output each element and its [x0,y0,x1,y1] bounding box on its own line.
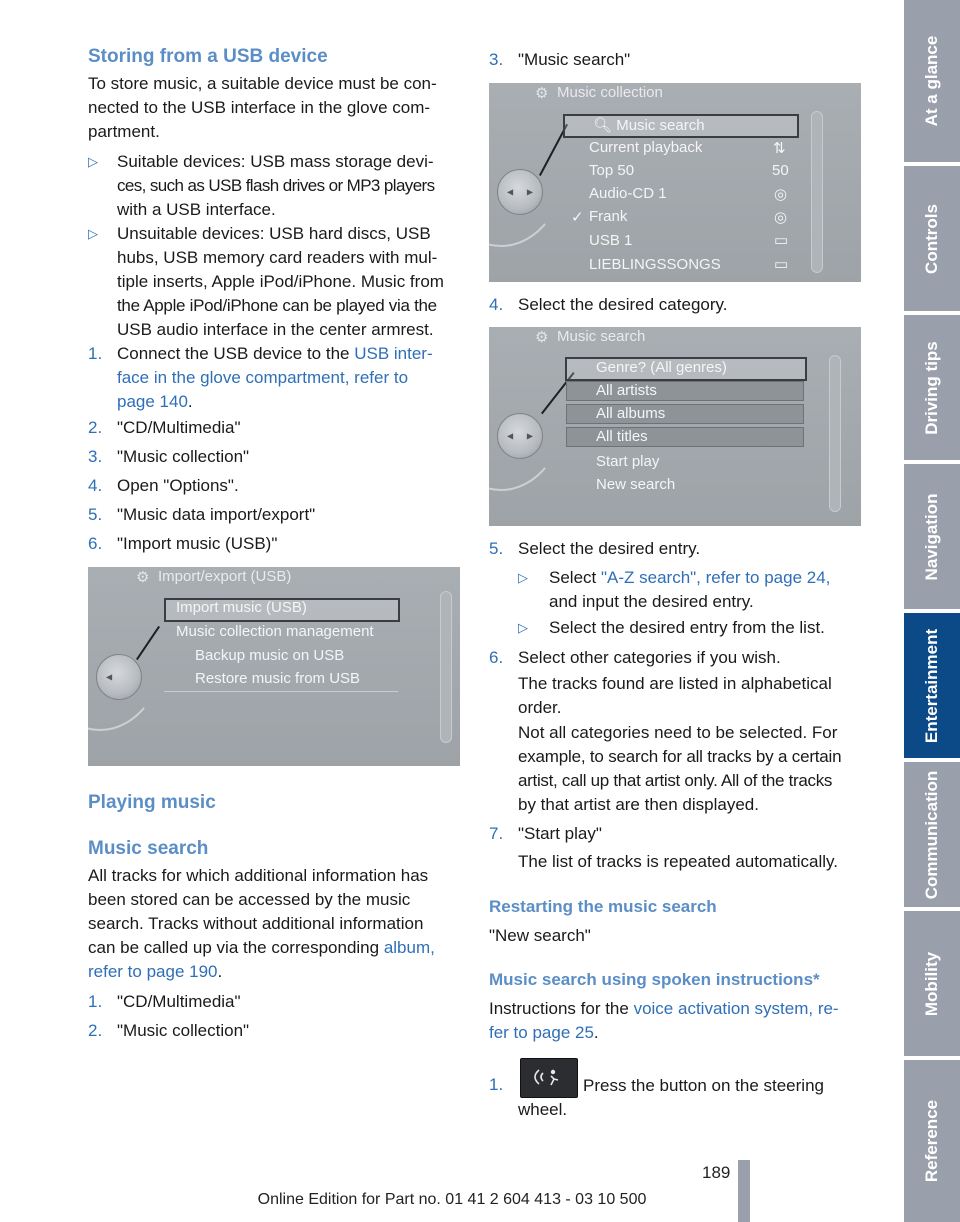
row-lieblingssongs: LIEBLINGSSONGS [589,256,721,273]
step-music-collection: 3. "Music collection" [88,447,250,466]
tab-controls[interactable]: Controls [904,166,960,311]
row-all-artists: All artists [596,382,657,399]
step-select-other-categories: 6. Select other categories if you wish. [489,648,781,667]
settings-icon: ⚙ [535,329,549,346]
link-page-25[interactable]: fer to page 25 [489,1023,594,1042]
scroll-rail [811,111,823,273]
sub-az-search: ▷ Select "A-Z search", refer to page 24, and input the desired entry. [518,568,831,611]
link-az-search[interactable]: "A-Z search", refer to page 24, [600,568,831,587]
row-frank: Frank [589,208,628,225]
triangle-bullet-icon: ▷ [518,620,528,635]
link-usb-interface-cont[interactable]: face in the glove compartment, refer to [117,368,409,387]
heading-storing: Storing from a USB device [88,46,328,67]
paragraph-categories-note: Not all categories need to be selected. For example, to search for all tracks by a certain artist, call up that artist only. All of the tracks by that artist are then displayed. [518,723,842,814]
bullet-suitable: ▷ Suitable devices: USB mass storage devi- ces, such as USB flash drives or MP3 players with a USB interface. [88,152,435,219]
paragraph-tracks-found: The tracks found are listed in alphabetical order. [518,674,832,717]
step-select-entry: 5. Select the desired entry. [489,539,701,558]
cd-icon: ◎ [774,209,788,226]
usb-device-icon: ▭ [774,232,789,249]
row-backup-music: Backup music on USB [195,647,345,664]
step-press-button: 1. [489,1075,504,1094]
row-new-search: New search [596,476,676,493]
scroll-rail [829,355,841,512]
link-album[interactable]: album, [383,938,435,957]
top-50-count: 50 [772,162,789,179]
step-select-category: 4. Select the desired category. [489,295,728,314]
tab-navigation[interactable]: Navigation [904,464,960,609]
tab-entertainment[interactable]: Entertainment [904,613,960,758]
row-genre: Genre? (All genres) [596,359,727,376]
link-page-190[interactable]: refer to page 190 [88,962,218,981]
link-page-140[interactable]: page 140 [117,392,188,411]
step2-cd-multimedia: 1. "CD/Multimedia" [88,992,241,1011]
paragraph-press-button: Press the button on the steering [583,1076,824,1095]
playlist-icon: ▭ [774,256,789,273]
current-playback-icon: ⇅ [773,140,786,157]
sub-select-from-list: ▷ Select the desired entry from the list. [518,616,868,640]
scroll-rail [440,591,452,743]
heading-spoken-instructions: Music search using spoken instructions* [489,970,820,989]
step-music-search: 3. "Music search" [489,50,631,69]
row-all-titles: All titles [596,428,648,445]
step2-music-collection: 2. "Music collection" [88,1021,250,1040]
settings-icon: ⚙ [136,569,150,586]
controller-knob-icon: ◀ ▶ [497,413,543,459]
row-restore-music: Restore music from USB [195,670,361,687]
paragraph-repeated: The list of tracks is repeated automatically. [518,852,838,871]
paragraph-voice-activation: Instructions for the voice activation system, re- fer to page 25. [489,999,839,1042]
tab-driving-tips[interactable]: Driving tips [904,315,960,460]
bullet-unsuitable: ▷ Unsuitable devices: USB hard discs, USB hubs, USB memory card readers with mul- tiple inserts, Apple iPod/iPhone. Music from the Apple iPod/iPhone can be played via the USB audio interface in the center armrest. [88,224,444,339]
row-usb-1: USB 1 [589,232,633,249]
magnifier-icon: 🔍︎ [593,117,617,134]
screenshot-music-search: ⚙ Music search ◀ ▶ Genre? (All genres) All artists All albums All titles Start play New search [489,327,861,526]
tab-at-a-glance[interactable]: At a glance [904,0,960,162]
tab-reference[interactable]: Reference [904,1060,960,1222]
paragraph-new-search: "New search" [489,926,591,945]
link-usb-interface[interactable]: USB inter- [354,344,433,363]
row-current-playback: Current playback [589,139,703,156]
screenshot-music-collection: ⚙ Music collection ◀ ▶ 🔍︎ Music search Current playback ⇅ Top 50 50 Audio-CD 1 ◎ ✓ Frank ◎ USB 1 ▭ LIEBLINGSSONGS ▭ [489,83,861,282]
heading-music-search: Music search [88,838,209,859]
controller-knob-icon: ◀ ▶ [497,169,543,215]
heading-playing-music: Playing music [88,792,216,813]
step-start-play: 7. "Start play" [489,824,602,843]
page-number: 189 [702,1163,731,1182]
heading-restarting: Restarting the music search [489,897,717,916]
step-cd-multimedia: 2. "CD/Multimedia" [88,418,241,437]
paragraph-storing: To store music, a suitable device must be con- nected to the USB interface in the glove com- partment. [88,74,437,141]
link-voice-activation[interactable]: voice activation system, re- [633,999,839,1018]
triangle-bullet-icon: ▷ [88,154,98,169]
row-audio-cd-1: Audio-CD 1 [589,185,667,202]
paragraph-press-button-cont: wheel. [518,1100,568,1119]
check-icon: ✓ [571,209,584,226]
paragraph-music-search: All tracks for which additional information has been stored can be accessed by the music search. Tracks without additional information can be called up via the corresponding album, refer to page 190. [88,866,435,981]
footer-edition: Online Edition for Part no. 01 41 2 604 413 - 03 10 500 [257,1191,647,1208]
settings-icon: ⚙ [535,85,549,102]
row-music-search: 🔍︎ Music search [593,117,705,134]
step-connect-usb: 1. Connect the USB device to the USB inter- face in the glove compartment, refer to page 140. [88,344,433,411]
voice-button-icon [520,1058,578,1098]
row-all-albums: All albums [596,405,666,422]
tab-mobility[interactable]: Mobility [904,911,960,1056]
row-top-50: Top 50 [589,162,635,179]
tab-communication[interactable]: Communication [904,762,960,907]
screenshot-import-export-usb: ⚙ Import/export (USB) ◀ Import music (USB) Music collection management Backup music on USB Restore music from USB [88,567,460,766]
cd-icon: ◎ [774,186,788,203]
step-music-import-export: 5. "Music data import/export" [88,505,316,524]
step-open-options: 4. Open "Options". [88,476,239,495]
triangle-bullet-icon: ▷ [88,226,98,241]
triangle-bullet-icon: ▷ [518,570,528,585]
row-start-play: Start play [596,453,660,470]
controller-knob-icon: ◀ [96,654,142,700]
row-import-music-usb: Import music (USB) [176,599,307,616]
step-import-music-usb: 6. "Import music (USB)" [88,534,278,553]
row-music-collection-management: Music collection management [176,623,374,640]
